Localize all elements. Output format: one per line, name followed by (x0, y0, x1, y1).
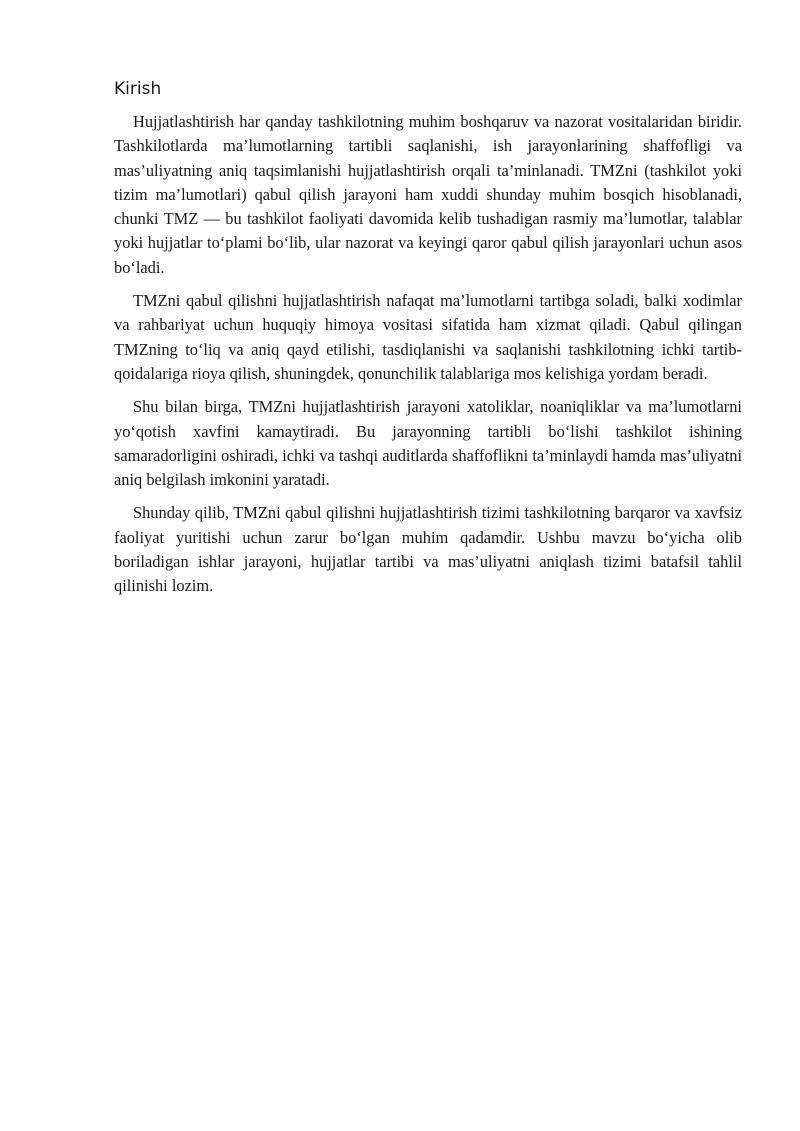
paragraph-1: Hujjatlashtirish har qanday tashkilotning muhim boshqaruv va nazorat vositalaridan biridir. Tashkilotlarda ma’lumotlarning tartibli saqlanishi, ish jarayonlarining shaffofligi va mas’uliyatning aniq taqsimlanishi hujjatlashtirish orqali ta’minlanadi. TMZni (tashkilot yoki tizim ma’lumotlari) qabul qilish jarayoni ham xuddi shunday muhim bosqich hisoblanadi, chunki TMZ — bu tashkilot faoliyati davomida kelib tushadigan rasmiy ma’lumotlar, talablar yoki hujjatlar to‘plami bo‘lib, ular nazorat va keyingi qaror qabul qilish jarayonlari uchun asos bo‘ladi. (114, 112, 742, 277)
document-body (114, 78, 742, 608)
paragraph-2: TMZni qabul qilishni hujjatlashtirish nafaqat ma’lumotlarni tartibga soladi, balki xodimlar va rahbariyat uchun huquqiy himoya vositasi sifatida ham xizmat qiladi. Qabul qilingan TMZning to‘liq va aniq qayd etilishi, tasdiqlanishi va saqlanishi tashkilotning ichki tartib-qoidalariga rioya qilish, shuningdek, qonunchilik talablariga mos kelishiga yordam beradi. (114, 291, 742, 383)
paragraph-3: Shu bilan birga, TMZni hujjatlashtirish jarayoni xatoliklar, noaniqliklar va ma’lumotlarni yo‘qotish xavfini kamaytiradi. Bu jarayonning tartibli bo‘lishi tashkilot ishining samaradorligini oshiradi, ichki va tashqi auditlarda shaffoflikni ta’minlaydi hamda mas’uliyatni aniq belgilash imkonini yaratadi. (114, 397, 742, 490)
paragraph-4: Shunday qilib, TMZni qabul qilishni hujjatlashtirish tizimi tashkilotning barqaror va xavfsiz faoliyat yuritishi uchun zarur bo‘lgan muhim qadamdir. Ushbu mavzu bo‘yicha olib boriladigan ishlar jarayoni, hujjatlar tartibi va mas’uliyatni aniqlash tizimi batafsil tahlil qilinishi lozim. (114, 503, 742, 596)
section-heading: Kirish (114, 79, 162, 99)
